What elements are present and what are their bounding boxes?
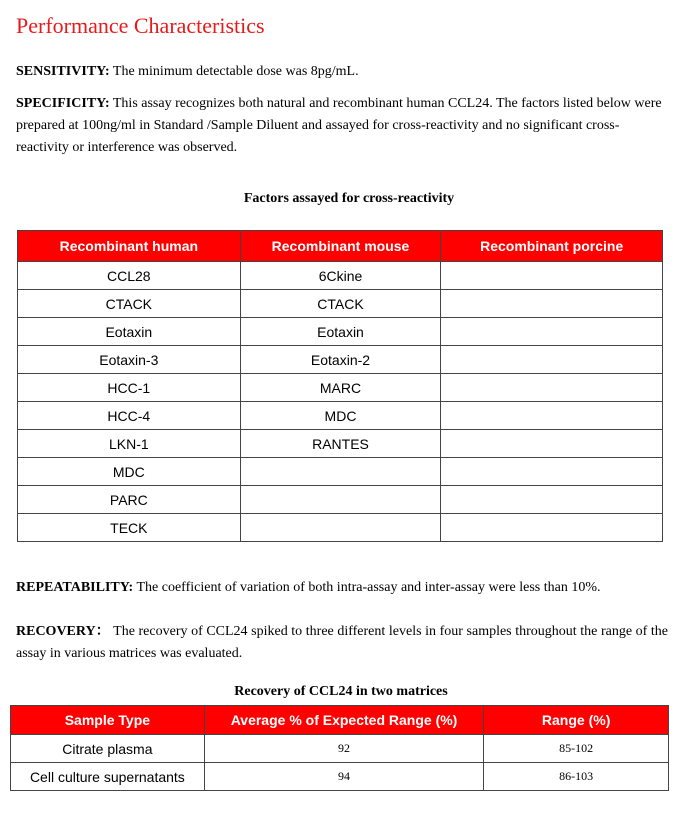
column-header: Recombinant porcine xyxy=(441,231,663,262)
table-cell xyxy=(240,486,441,514)
table-cell: Eotaxin xyxy=(240,318,441,346)
repeatability-label: REPEATABILITY: xyxy=(16,580,134,595)
table-cell xyxy=(441,486,663,514)
table-cell xyxy=(441,458,663,486)
table-cell: CTACK xyxy=(18,290,241,318)
sensitivity-text: The minimum detectable dose was 8pg/mL. xyxy=(109,64,359,79)
table-cell: 85-102 xyxy=(484,735,669,763)
table-cell: Eotaxin-2 xyxy=(240,346,441,374)
table-cell: MARC xyxy=(240,374,441,402)
cross-table-caption: Factors assayed for cross-reactivity xyxy=(243,191,455,206)
table-cell xyxy=(441,262,663,290)
table-cell: TECK xyxy=(18,514,241,542)
recovery-table-caption: Recovery of CCL24 in two matrices xyxy=(234,684,448,699)
table-cell: Citrate plasma xyxy=(11,735,205,763)
table-row xyxy=(18,430,663,458)
table-cell: LKN-1 xyxy=(18,430,241,458)
table-cell: 86-103 xyxy=(484,763,669,791)
table-cell: MDC xyxy=(240,402,441,430)
table-row xyxy=(11,763,669,791)
table-cell xyxy=(441,290,663,318)
table-cell xyxy=(240,514,441,542)
column-header: Range (%) xyxy=(484,706,669,735)
recovery-table xyxy=(10,705,669,791)
table-cell xyxy=(441,514,663,542)
column-header: Recombinant human xyxy=(18,231,241,262)
recovery-label: RECOVERY： xyxy=(16,624,110,639)
specificity-paragraph xyxy=(16,93,668,159)
table-cell: Eotaxin xyxy=(18,318,241,346)
table-cell: MDC xyxy=(18,458,241,486)
cross-reactivity-table xyxy=(17,230,663,542)
table-cell xyxy=(441,346,663,374)
recovery-text: The recovery of CCL24 spiked to three different levels in four samples throughout the range of the assay in various matrices was evaluated. xyxy=(16,624,668,661)
table-row xyxy=(18,514,663,542)
sensitivity-label: SENSITIVITY: xyxy=(16,64,110,79)
table-row xyxy=(18,402,663,430)
table-header-row xyxy=(11,706,669,735)
column-header: Average % of Expected Range (%) xyxy=(204,706,484,735)
table-row xyxy=(18,486,663,514)
table-cell: Eotaxin-3 xyxy=(18,346,241,374)
table-header-row xyxy=(18,231,663,262)
table-cell: CTACK xyxy=(240,290,441,318)
table-row xyxy=(18,374,663,402)
table-cell xyxy=(441,318,663,346)
table-row xyxy=(18,458,663,486)
repeatability-paragraph xyxy=(16,577,668,599)
table-cell: HCC-4 xyxy=(18,402,241,430)
table-cell: HCC-1 xyxy=(18,374,241,402)
table-row xyxy=(18,318,663,346)
page-title: Performance Characteristics xyxy=(16,13,265,38)
table-row xyxy=(18,346,663,374)
table-cell: 94 xyxy=(204,763,484,791)
repeatability-text: The coefficient of variation of both intra-assay and inter-assay were less than 10%. xyxy=(133,580,601,595)
table-cell: RANTES xyxy=(240,430,441,458)
table-row xyxy=(11,735,669,763)
table-cell: Cell culture supernatants xyxy=(11,763,205,791)
specificity-label: SPECIFICITY: xyxy=(16,96,110,111)
column-header: Recombinant mouse xyxy=(240,231,441,262)
sensitivity-paragraph xyxy=(16,61,668,83)
recovery-paragraph xyxy=(16,621,668,665)
table-cell xyxy=(441,374,663,402)
table-cell xyxy=(441,430,663,458)
specificity-text: This assay recognizes both natural and recombinant human CCL24. The factors listed below were prepared at 100ng/ml in Standard /Sample Diluent and assayed for cross-reactivity and no significant cross-reactivity or interference was observed. xyxy=(16,96,662,155)
table-cell: 6Ckine xyxy=(240,262,441,290)
table-row xyxy=(18,290,663,318)
table-cell: PARC xyxy=(18,486,241,514)
table-cell: CCL28 xyxy=(18,262,241,290)
table-cell xyxy=(441,402,663,430)
table-cell xyxy=(240,458,441,486)
table-row xyxy=(18,262,663,290)
column-header: Sample Type xyxy=(11,706,205,735)
table-cell: 92 xyxy=(204,735,484,763)
